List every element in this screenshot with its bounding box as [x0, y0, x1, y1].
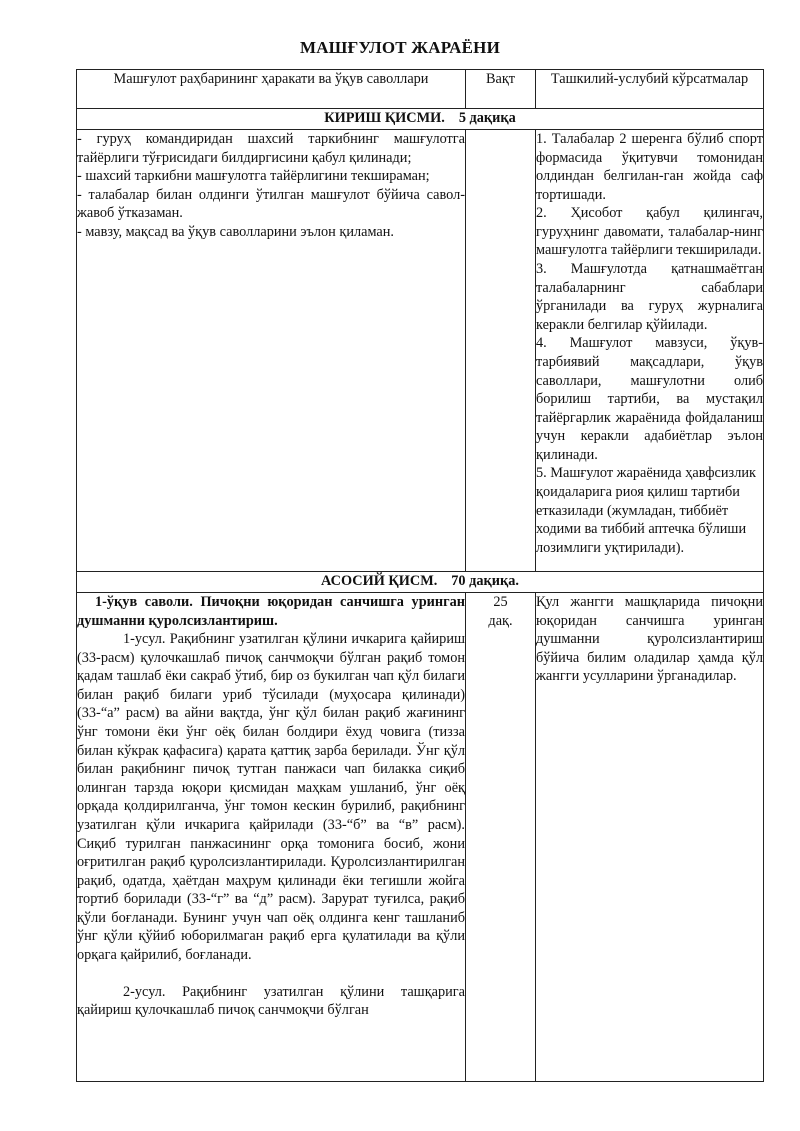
main-section-row [77, 572, 764, 593]
time-unit: дақ. [488, 612, 513, 629]
main-instructions [536, 593, 764, 1082]
method-1-text: 1-усул. Рақибнинг узатилган қўлини ичкарига қайириш (33-расм) қулочкашлаб пичоқ санчмоқчи бўлган рақиб томон қадам ташлаб ёки сакраб ўтиб, бир оз букилган чап қўл билаги билан рақиб билаги уриб тўсилади (муҳосара қилинади) (33-“а” расм) ва айни вақтда, ўнг қўл билан рақиб жағининг ўнг томони ёки ўнг оёқ билан болдири ёхуд човига (тизза билан кўкрак қафасига) қарата қаттиқ зарба берилади. Ўнг қўл билан рақибнинг пичоқ тутган панжаси чап билакка сиқиб олинган тарзда юқори қисмидан маҳкам ушланиб, ўнг оёқ орқада қолдирилганча, ўнг томон кескин бурилиб, рақибнинг узатилган қўли ичкарига қайрилади (33-“б” ва “в” расм). Сиқиб турилган панжасининг орқа томонига босиб, жони оғритилган рақиб қуролсизлантирилади. Қуролсизлантирилган рақиб, одатда, ҳаётдан маҳрум қилинади ёки тегишли жойга тортиб борилади (33-“г” ва “д” расм). Зарурат туғилса, рақиб қўли боғланади. Бунинг учун чап оёқ олдинга кенг ташланиб ўнг қўли қўйиб юборилмаган рақиб ерга қулатилади ва қўли орқага қайрилиб, боғланади. [77, 631, 465, 963]
list-item: 2. Ҳисобот қабул қилингач, гуруҳнинг давомати, талабалар-нинг машғулотга тайёрлиги текширилади. [536, 205, 763, 259]
list-item: 1. Талабалар 2 шеренга бўлиб спорт формасида ўқитувчи томонидан олдиндан белгилан-ган жойда саф тортишади. [536, 131, 763, 203]
main-section-duration: 70 дақиқа. [451, 573, 519, 589]
intro-leader-actions [77, 130, 466, 572]
list-item: - шахсий таркибни машғулотга тайёрлигини текшираман; [77, 168, 430, 185]
list-item: - талабалар билан олдинги ўтилган машғулот бўйича савол-жавоб ўтказаман. [77, 186, 465, 222]
main-leader-actions [77, 593, 466, 1082]
instruction-text: Қул жангги машқларида пичоқни юқоридан санчишга уринган душманни қуролсизлантириш бўйича билим оладилар ҳамда қўл жангги усулларини ўрганадилар. [536, 594, 763, 685]
list-item: 3. Машғулотда қатнашмаётган талабаларнинг сабаблари ўрганилади ва гуруҳ журналига керакли белгилар қўйилади. [536, 261, 763, 333]
list-item: - гуруҳ командиридан шахсий таркибнинг машғулотга тайёрлиги тўғрисидаги билдиргисини қабул қилинади; [77, 131, 465, 166]
main-section-title: АСОСИЙ ҚИСМ. [321, 573, 438, 589]
table-header-row [77, 70, 764, 109]
main-time-cell [466, 593, 536, 1082]
header-leader-actions: Машғулот раҳбарининг ҳаракати ва ўқув саволлари [77, 70, 466, 109]
time-value: 25 [493, 594, 508, 610]
intro-time-cell [466, 130, 536, 572]
intro-instructions [536, 130, 764, 572]
intro-section-title: КИРИШ ҚИСМИ. [324, 110, 445, 126]
lesson-plan-table [76, 69, 764, 1082]
list-item: 4. Машғулот мавзуси, ўқув-тарбиявий мақсадлари, ўқув саволлари, машғулотни олиб борилиш тартиби, ва мустақил тайёргарлик жараёнида фойдаланиш учун керакли адабиётлар эълон қилинади. [536, 335, 763, 463]
list-item: - мавзу, мақсад ва ўқув саволларини эълон қиламан. [77, 223, 395, 240]
method-2-text: 2-усул. Рақибнинг узатилган қўлини ташқарига қайириш қулочкашлаб пичоқ санчмоқчи бўлган [77, 983, 465, 1019]
intro-content-row [77, 130, 764, 572]
intro-section-row [77, 109, 764, 130]
page-title: МАШҒУЛОТ ЖАРАЁНИ [299, 38, 501, 57]
main-content-row [77, 593, 764, 1082]
list-item: 5. Машғулот жараёнида ҳавфсизлик қоидаларига риоя қилиш тартиби етказилади (жумладан, тиббиёт ходими ва тиббий аптечка бўлиши лозимлиги уқтирилади). [536, 465, 756, 556]
question-title: 1-ўқув саволи. Пичоқни юқоридан санчишга уринган душманни қуролсизлантириш. [77, 594, 465, 629]
header-time: Вақт [466, 70, 536, 109]
intro-section-duration: 5 дақиқа [458, 110, 516, 126]
header-instructions: Ташкилий-услубий кўрсатмалар [536, 70, 764, 109]
